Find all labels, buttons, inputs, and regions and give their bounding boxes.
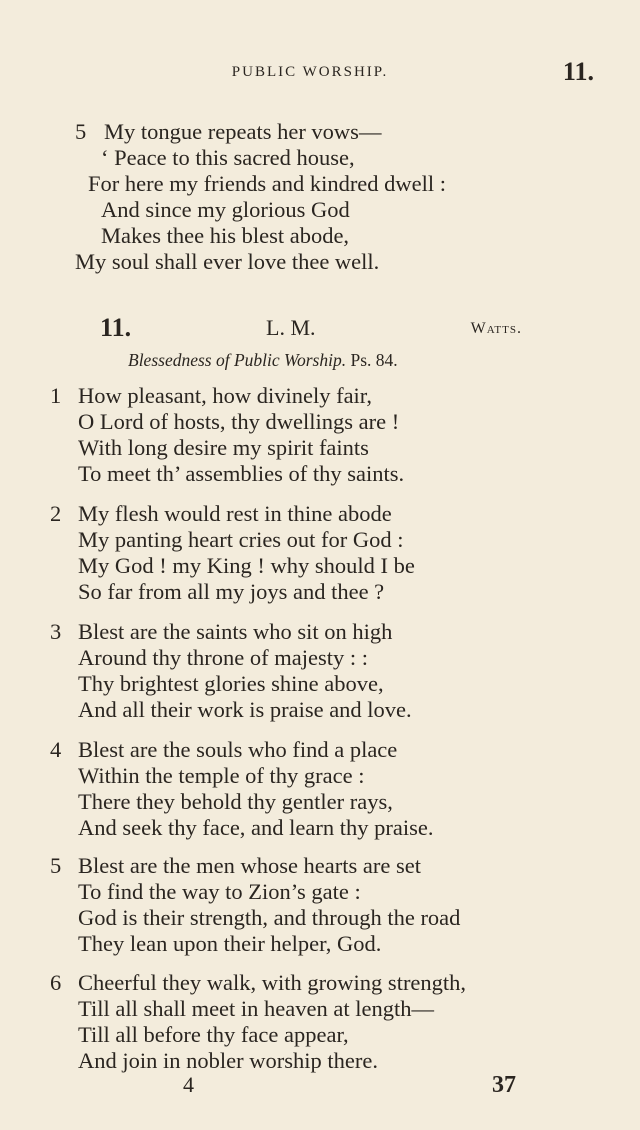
- verse-line: So far from all my joys and thee ?: [78, 579, 385, 604]
- verse-line: O Lord of hosts, thy dwellings are !: [78, 409, 400, 434]
- verse-line: To meet th’ assemblies of thy saints.: [78, 461, 405, 486]
- stanza-number: 5: [75, 119, 87, 144]
- verse-line: Within the temple of thy grace :: [78, 763, 365, 788]
- verse-line: Blest are the men whose hearts are set: [78, 853, 421, 878]
- verse-line: Blest are the souls who find a place: [78, 737, 398, 762]
- hymn-author: Watts.: [470, 320, 522, 337]
- hymn-meter: L. M.: [266, 315, 316, 340]
- verse-line: ‘ Peace to this sacred house,: [101, 145, 355, 170]
- verse-line: With long desire my spirit faints: [78, 435, 369, 460]
- verse-line: God is their strength, and through the road: [78, 905, 461, 930]
- verse-line: Blest are the saints who sit on high: [78, 619, 393, 644]
- verse-line: Thy brightest glories shine above,: [78, 671, 384, 696]
- verse-line: My soul shall ever love thee well.: [75, 249, 380, 274]
- verse-line: There they behold thy gentler rays,: [78, 789, 393, 814]
- stanza-number: 6: [50, 970, 62, 995]
- stanza-number: 5: [50, 853, 62, 878]
- hymn-title: Blessedness of Public Worship.: [128, 350, 347, 370]
- verse-line: Till all shall meet in heaven at length—: [78, 996, 434, 1021]
- stanza-number: 4: [50, 737, 62, 762]
- verse-line: My flesh would rest in thine abode: [78, 501, 392, 526]
- verse-line: Around thy throne of majesty : :: [78, 645, 368, 670]
- verse-line: And seek thy face, and learn thy praise.: [78, 815, 434, 840]
- verse-line: Makes thee his blest abode,: [101, 223, 350, 248]
- hymn-number: 11.: [100, 313, 132, 342]
- verse-line: My panting heart cries out for God :: [78, 527, 404, 552]
- verse-line: Cheerful they walk, with growing strength,: [78, 970, 467, 995]
- stanza-number: 3: [50, 619, 62, 644]
- verse-line: And join in nobler worship there.: [78, 1048, 378, 1073]
- verse-line: Till all before thy face appear,: [78, 1022, 349, 1047]
- psalm-reference: Ps. 84.: [350, 350, 398, 370]
- verse-line: And all their work is praise and love.: [78, 697, 412, 722]
- verse-line: My God ! my King ! why should I be: [78, 553, 415, 578]
- stanza-number: 1: [50, 383, 62, 408]
- verse-line: And since my glorious God: [101, 197, 350, 222]
- verse-line: How pleasant, how divinely fair,: [78, 383, 373, 408]
- page-marker: 11.: [562, 57, 594, 86]
- verse-line: My tongue repeats her vows—: [104, 119, 382, 144]
- verse-line: For here my friends and kindred dwell :: [88, 171, 447, 196]
- verse-line: To find the way to Zion’s gate :: [78, 879, 361, 904]
- hymn-subtitle: [128, 350, 398, 371]
- running-head: PUBLIC WORSHIP.: [231, 64, 389, 80]
- stanza-number: 2: [50, 501, 62, 526]
- signature-mark: 4: [183, 1072, 194, 1097]
- page-number: 37: [492, 1072, 516, 1098]
- verse-line: They lean upon their helper, God.: [78, 931, 382, 956]
